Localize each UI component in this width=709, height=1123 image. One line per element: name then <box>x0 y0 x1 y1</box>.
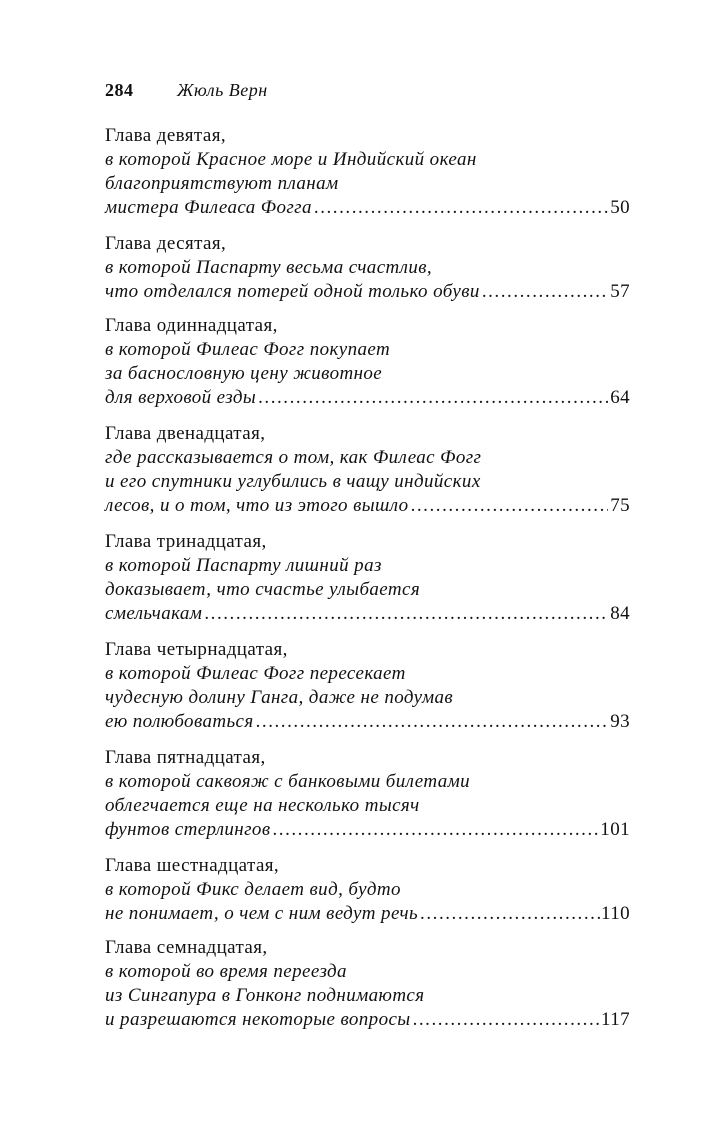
chapter-subtitle-line: в которой Филеас Фогг покупает <box>105 339 391 360</box>
page-content <box>105 80 630 1044</box>
chapter-subtitle-line: для верховой езды <box>105 387 257 408</box>
chapter-subtitle-line: и его спутники углубились в чащу индийских <box>105 471 481 492</box>
chapter-last-line <box>105 902 630 926</box>
chapter-last-line <box>105 280 630 304</box>
chapter-title: Глава двенадцатая, <box>105 423 266 444</box>
chapter-page-number: 64 <box>610 387 630 408</box>
chapter-subtitle-line: что отделался потерей одной только обуви <box>105 281 480 302</box>
table-of-contents <box>105 124 630 1044</box>
chapter-last-line <box>105 1008 630 1032</box>
chapter-page-number: 110 <box>601 903 630 924</box>
chapter-subtitle-line: где рассказывается о том, как Филеас Фогг <box>105 447 482 468</box>
running-head-author: Жюль Верн <box>177 80 268 100</box>
toc-entry-chapter-15 <box>105 746 630 854</box>
chapter-subtitle-line: и разрешаются некоторые вопросы <box>105 1009 411 1030</box>
chapter-page-number: 84 <box>610 603 630 624</box>
chapter-subtitle-line: в которой Паспарту весьма счастлив, <box>105 257 433 278</box>
chapter-last-line <box>105 710 630 734</box>
chapter-title: Глава тринадцатая, <box>105 531 267 552</box>
chapter-subtitle-line: облегчается еще на несколько тысяч <box>105 795 420 816</box>
toc-entry-chapter-9 <box>105 124 630 232</box>
dot-leader <box>409 494 608 518</box>
page-number: 284 <box>105 80 134 100</box>
chapter-title: Глава одиннадцатая, <box>105 315 278 336</box>
toc-entry-chapter-16 <box>105 854 630 936</box>
running-head <box>105 80 630 110</box>
toc-entry-chapter-17 <box>105 936 630 1044</box>
dot-leader <box>411 1008 601 1032</box>
chapter-subtitle-line: не понимает, о чем с ним ведут речь <box>105 903 419 924</box>
chapter-subtitle-line: за баснословную цену животное <box>105 363 383 384</box>
chapter-title: Глава шестнадцатая, <box>105 855 280 876</box>
chapter-subtitle-line: в которой Фикс делает вид, будто <box>105 879 401 900</box>
dot-leader <box>256 386 608 410</box>
chapter-subtitle-line: лесов, и о том, что из этого вышло <box>105 495 409 516</box>
dot-leader <box>418 902 601 926</box>
chapter-last-line <box>105 602 630 626</box>
toc-entry-chapter-12 <box>105 422 630 530</box>
chapter-subtitle-line: чудесную долину Ганга, даже не подумав <box>105 687 454 708</box>
chapter-page-number: 101 <box>600 819 630 840</box>
chapter-title: Глава пятнадцатая, <box>105 747 266 768</box>
chapter-page-number: 117 <box>601 1009 630 1030</box>
dot-leader <box>254 710 608 734</box>
toc-entry-chapter-11 <box>105 314 630 422</box>
chapter-subtitle-line: из Сингапура в Гонконг поднимаются <box>105 985 425 1006</box>
dot-leader <box>270 818 600 842</box>
chapter-title: Глава семнадцатая, <box>105 937 268 958</box>
chapter-title: Глава четырнадцатая, <box>105 639 288 660</box>
chapter-page-number: 50 <box>610 197 630 218</box>
toc-entry-chapter-13 <box>105 530 630 638</box>
dot-leader <box>312 196 608 220</box>
chapter-subtitle-line: мистера Филеаса Фогга <box>105 197 312 218</box>
chapter-last-line <box>105 196 630 220</box>
chapter-last-line <box>105 386 630 410</box>
chapter-subtitle-line: в которой саквояж с банковыми билетами <box>105 771 471 792</box>
dot-leader <box>202 602 608 626</box>
chapter-subtitle-line: доказывает, что счастье улыбается <box>105 579 421 600</box>
toc-entry-chapter-10 <box>105 232 630 314</box>
chapter-page-number: 75 <box>610 495 630 516</box>
chapter-last-line <box>105 818 630 842</box>
chapter-subtitle-line: фунтов стерлингов <box>105 819 271 840</box>
chapter-title: Глава десятая, <box>105 233 227 254</box>
chapter-subtitle-line: ею полюбоваться <box>105 711 254 732</box>
chapter-subtitle-line: в которой во время переезда <box>105 961 347 982</box>
dot-leader <box>480 280 608 304</box>
chapter-subtitle-line: в которой Филеас Фогг пересекает <box>105 663 406 684</box>
chapter-subtitle-line: благоприятствуют планам <box>105 173 339 194</box>
chapter-subtitle-line: в которой Паспарту лишний раз <box>105 555 382 576</box>
toc-entry-chapter-14 <box>105 638 630 746</box>
chapter-page-number: 93 <box>610 711 630 732</box>
chapter-subtitle-line: смельчакам <box>105 603 203 624</box>
chapter-title: Глава девятая, <box>105 125 226 146</box>
chapter-subtitle-line: в которой Красное море и Индийский океан <box>105 149 477 170</box>
chapter-page-number: 57 <box>610 281 630 302</box>
chapter-last-line <box>105 494 630 518</box>
